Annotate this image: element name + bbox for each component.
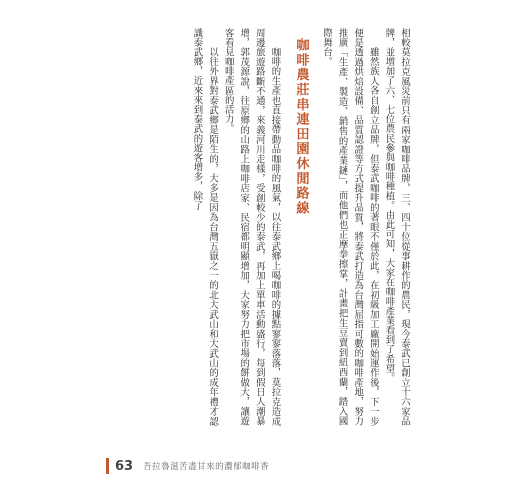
section-heading: 咖啡農莊串連田園休閒路線: [293, 38, 309, 216]
paragraph-4: 以往外界對泰武鄉是陌生的，大多是因為台灣五嶽之一的北大武山和大武山的成年禮才認識泰武鄉，近來來到泰武的遊客增多，除了: [191, 28, 219, 426]
paragraph-3: 咖啡的生產也直接帶動品咖啡的風氣，以往泰武鄉上喝咖啡的據點寥寥落落，莫拉克造成周邊旅遊路斷不通，來義河川走樣，受創較少的泰武，再加上單車活動盛行，每到假日人潮暴增，郭茂源說，往原鄉的山路上咖啡店家、民宿都明顯增加，大家努力把市場的餅做大，讓遊客看見咖啡產區的活力。: [222, 28, 281, 426]
vertical-text-column: [189, 28, 412, 426]
page-number: 63: [115, 458, 134, 474]
running-title: 吾拉魯滋苦盡甘來的濃郁咖啡香: [143, 462, 270, 472]
footer-accent-bar: [106, 458, 109, 474]
page-footer: [106, 453, 269, 479]
paragraph-2: 雖然族人各自創立品牌，但泰武咖啡的著眼不僅於此，在初級加工廠開始運作後，下一步便是透過烘焙設備、品質認證等方式提升品質，將泰武打造為台灣屈指可數的咖啡產地，努力推廣「生產、製造、銷售的產業鏈」，而他們也正摩拳擦掌，計畫把生豆賣到紐西蘭，踏入國際舞台。: [321, 28, 379, 426]
paragraph-1: 相較莫拉克風災前只有兩家咖啡品牌，三、四十位從事耕作的農民，現今泰武已創立十六家品牌，並增加了六、七位農民參與咖啡種植。由此可知，大家在咖啡產業看到了希望。: [383, 28, 410, 426]
